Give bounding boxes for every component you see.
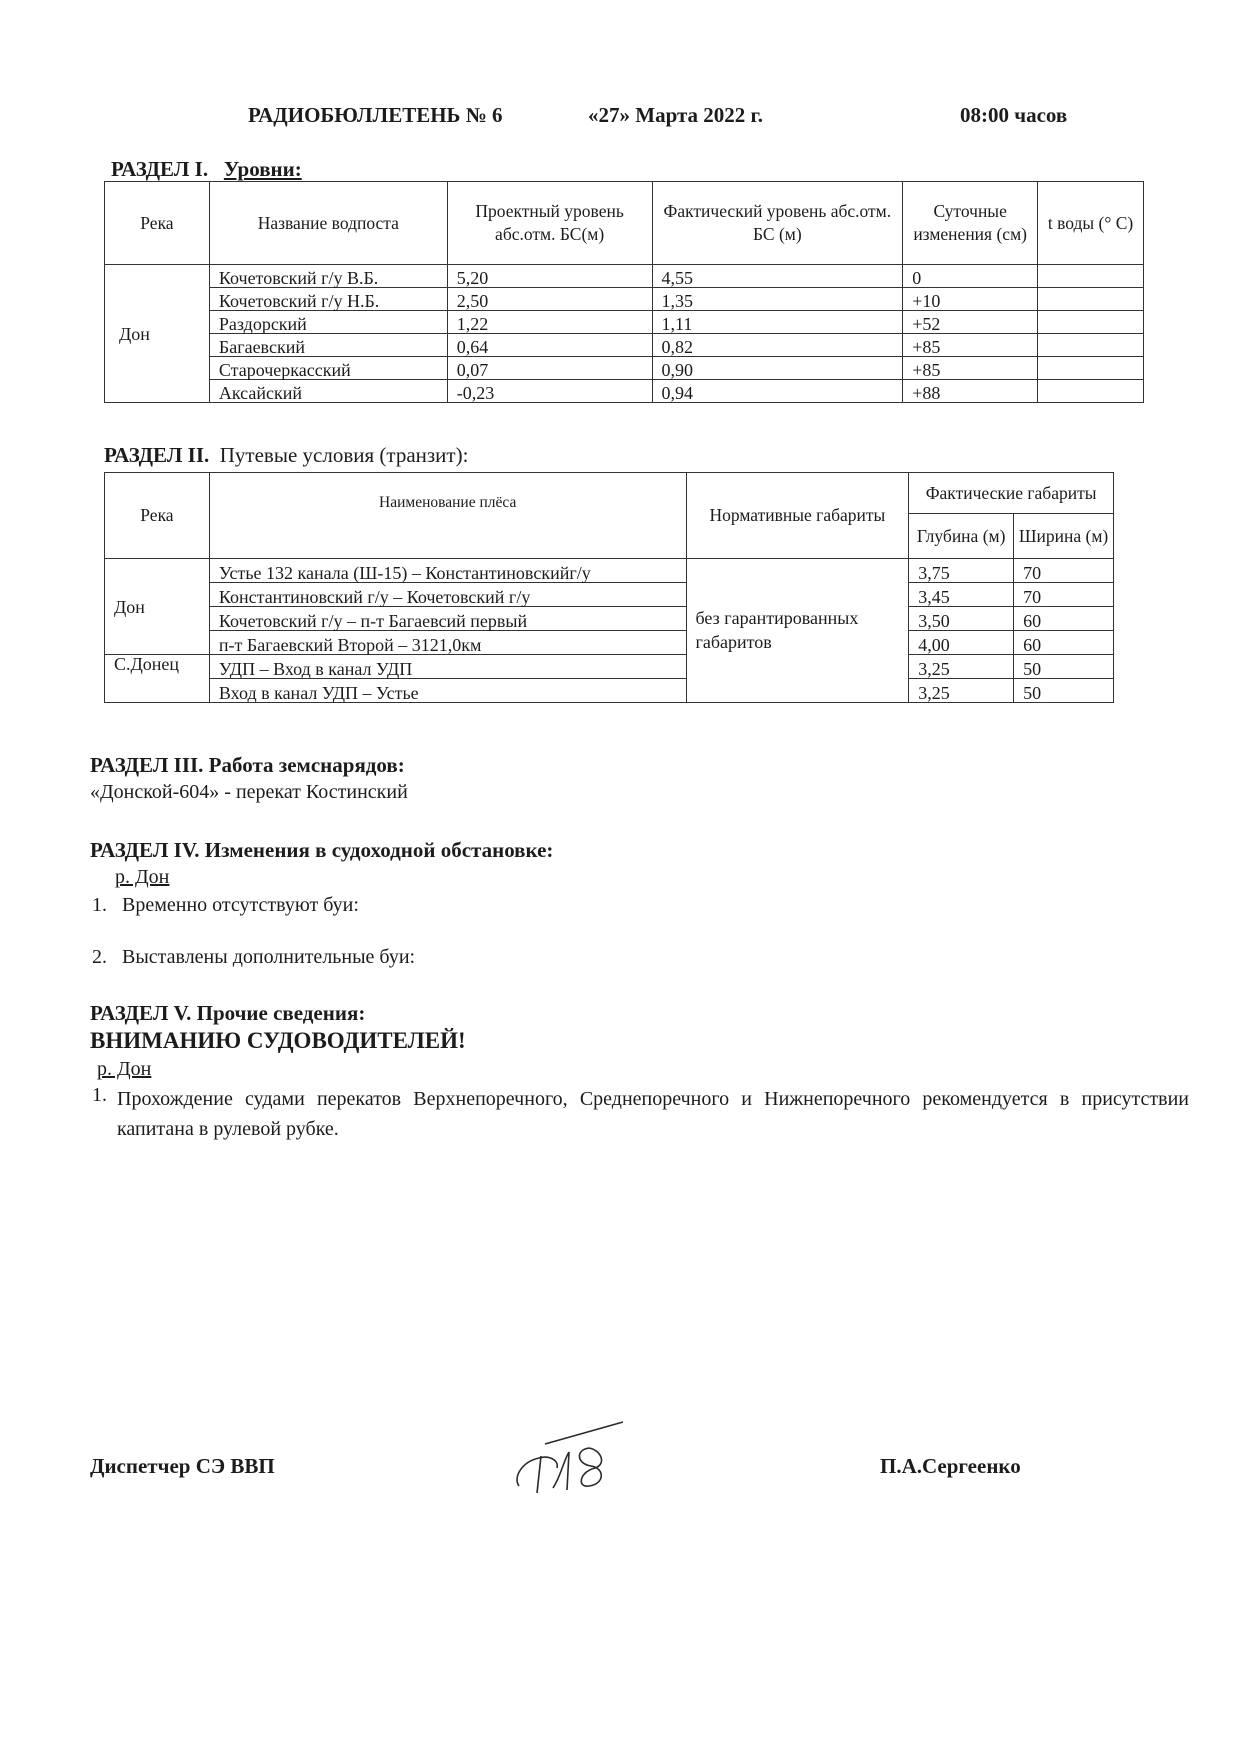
- levels-header-row: [105, 182, 1144, 265]
- daily-change: +85: [903, 357, 1038, 380]
- col-depth: Глубина (м): [909, 514, 1014, 559]
- table-row: [105, 607, 1114, 631]
- handwritten-signature: [505, 1418, 635, 1508]
- list-item: 1. Временно отсутствуют буи:: [92, 894, 359, 916]
- bulletin-title: РАДИОБЮЛЛЕТЕНЬ № 6: [248, 103, 503, 127]
- col-river: Река: [105, 473, 210, 559]
- project-level: 2,50: [447, 288, 652, 311]
- width-value: 60: [1014, 631, 1114, 655]
- water-temp: [1038, 357, 1144, 380]
- gauge-name: Старочеркасский: [209, 357, 447, 380]
- table-row: [105, 334, 1144, 357]
- actual-level: 0,82: [652, 334, 903, 357]
- actual-level: 0,90: [652, 357, 903, 380]
- col-water-temp: t воды (° С): [1038, 182, 1144, 265]
- transit-table: [104, 472, 1114, 703]
- list-item: 2. Выставлены дополнительные буи:: [92, 946, 416, 968]
- width-value: 50: [1014, 679, 1114, 703]
- actual-level: 0,94: [652, 380, 903, 403]
- gauge-name: Раздорский: [209, 311, 447, 334]
- section1-heading: РАЗДЕЛ I. Уровни:: [111, 157, 302, 181]
- normative-value: без гарантированных габаритов: [686, 559, 909, 703]
- daily-change: +10: [903, 288, 1038, 311]
- dredger-info: «Донской-604» - перекат Костинский: [90, 781, 408, 803]
- water-temp: [1038, 380, 1144, 403]
- project-level: 0,07: [447, 357, 652, 380]
- actual-level: 4,55: [652, 265, 903, 288]
- col-gauge-name: Название водпоста: [209, 182, 447, 265]
- project-level: 5,20: [447, 265, 652, 288]
- list-number: 1.: [92, 1084, 107, 1106]
- reach-name: Устье 132 канала (Ш-15) – Константиновскийг/у: [209, 559, 686, 583]
- signatory-position: Диспетчер СЭ ВВП: [90, 1454, 275, 1478]
- col-river: Река: [105, 182, 210, 265]
- table-row: [105, 655, 1114, 679]
- col-width: Ширина (м): [1014, 514, 1114, 559]
- project-level: -0,23: [447, 380, 652, 403]
- river-name: С.Донец: [105, 655, 210, 703]
- col-actual-level: Фактический уровень абс.отм. БС (м): [652, 182, 903, 265]
- depth-value: 3,25: [909, 655, 1014, 679]
- table-row: [105, 631, 1114, 655]
- section4-river: р. Дон: [115, 866, 170, 888]
- river-name: Дон: [105, 265, 210, 403]
- warning-heading: ВНИМАНИЮ СУДОВОДИТЕЛЕЙ!: [90, 1028, 466, 1053]
- water-temp: [1038, 265, 1144, 288]
- width-value: 50: [1014, 655, 1114, 679]
- daily-change: +85: [903, 334, 1038, 357]
- levels-table: [104, 181, 1144, 403]
- daily-change: +52: [903, 311, 1038, 334]
- daily-change: +88: [903, 380, 1038, 403]
- actual-level: 1,35: [652, 288, 903, 311]
- gauge-name: Кочетовский г/у В.Б.: [209, 265, 447, 288]
- reach-name: п-т Багаевский Второй – 3121,0км: [209, 631, 686, 655]
- list-item: [92, 1084, 1189, 1144]
- section2-heading: РАЗДЕЛ II. Путевые условия (транзит):: [104, 443, 469, 467]
- depth-value: 3,45: [909, 583, 1014, 607]
- depth-value: 3,25: [909, 679, 1014, 703]
- section4-heading: РАЗДЕЛ IV. Изменения в судоходной обстановке:: [90, 838, 554, 862]
- section5-heading: РАЗДЕЛ V. Прочие сведения:: [90, 1001, 366, 1025]
- table-row: [105, 357, 1144, 380]
- col-daily-change: Суточные изменения (см): [903, 182, 1038, 265]
- water-temp: [1038, 334, 1144, 357]
- daily-change: 0: [903, 265, 1038, 288]
- gauge-name: Аксайский: [209, 380, 447, 403]
- project-level: 1,22: [447, 311, 652, 334]
- reach-name: Вход в канал УДП – Устье: [209, 679, 686, 703]
- col-normative: Нормативные габариты: [686, 473, 909, 559]
- section3-heading: РАЗДЕЛ III. Работа земснарядов:: [90, 753, 405, 777]
- reach-name: Кочетовский г/у – п-т Багаевсий первый: [209, 607, 686, 631]
- gauge-name: Багаевский: [209, 334, 447, 357]
- depth-value: 3,75: [909, 559, 1014, 583]
- water-temp: [1038, 311, 1144, 334]
- table-row: [105, 311, 1144, 334]
- col-reach-name: Наименование плёса: [209, 473, 686, 559]
- reach-name: УДП – Вход в канал УДП: [209, 655, 686, 679]
- width-value: 60: [1014, 607, 1114, 631]
- table-row: [105, 288, 1144, 311]
- table-row: [105, 380, 1144, 403]
- project-level: 0,64: [447, 334, 652, 357]
- reach-name: Константиновский г/у – Кочетовский г/у: [209, 583, 686, 607]
- table-row: [105, 265, 1144, 288]
- notice-text: Прохождение судами перекатов Верхнепоречного, Среднепоречного и Нижнепоречного рекомендуется в присутствии капитана в рулевой рубке.: [117, 1088, 1189, 1140]
- gauge-name: Кочетовский г/у Н.Б.: [209, 288, 447, 311]
- table-row: [105, 559, 1114, 583]
- signatory-name: П.А.Сергеенко: [880, 1454, 1021, 1478]
- bulletin-time: 08:00 часов: [960, 103, 1068, 127]
- col-actual-dimensions: Фактические габариты: [909, 473, 1114, 514]
- table-row: [105, 583, 1114, 607]
- col-project-level: Проектный уровень абс.отм. БС(м): [447, 182, 652, 265]
- water-temp: [1038, 288, 1144, 311]
- table-row: [105, 679, 1114, 703]
- width-value: 70: [1014, 583, 1114, 607]
- transit-header-row-1: [105, 473, 1114, 514]
- actual-level: 1,11: [652, 311, 903, 334]
- section5-river: р. Дон: [97, 1058, 152, 1080]
- river-name: Дон: [105, 559, 210, 655]
- width-value: 70: [1014, 559, 1114, 583]
- depth-value: 4,00: [909, 631, 1014, 655]
- depth-value: 3,50: [909, 607, 1014, 631]
- bulletin-date: «27» Марта 2022 г.: [588, 103, 763, 127]
